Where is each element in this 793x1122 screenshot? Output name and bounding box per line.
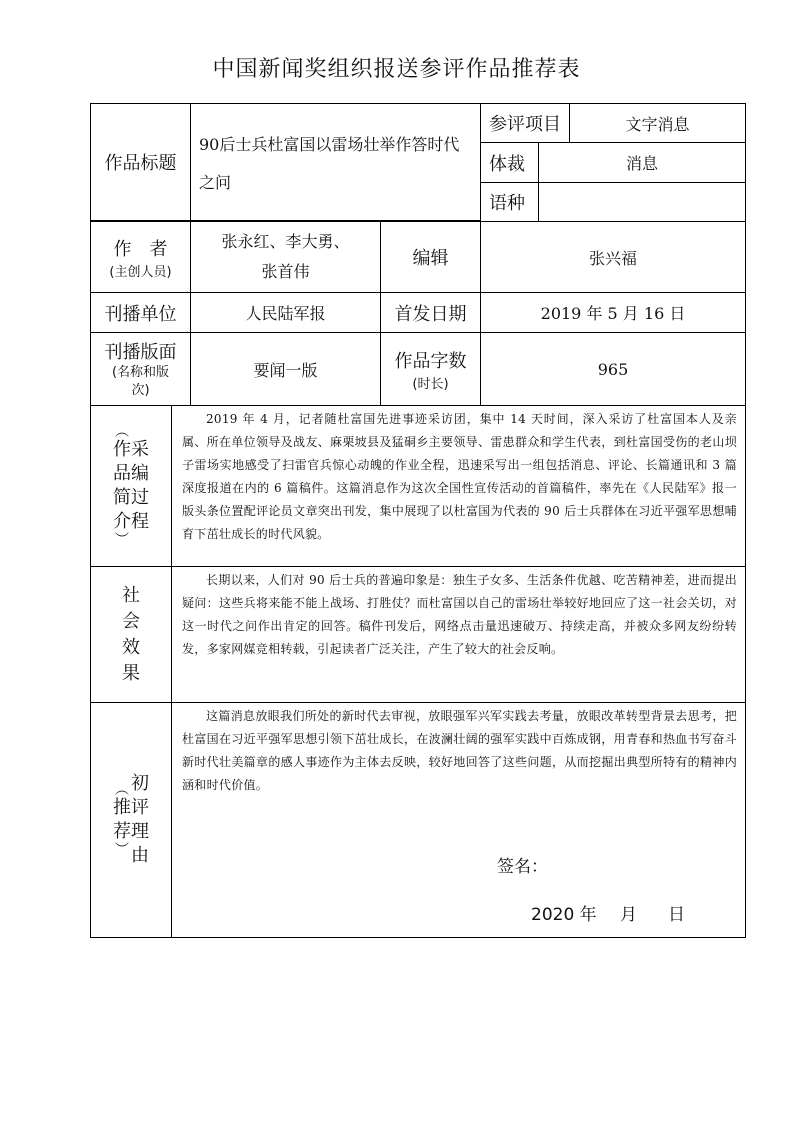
date-value: 2019 年 5 月 16 日	[540, 304, 686, 323]
paren-close: ︶	[115, 532, 129, 548]
review-text-cell	[171, 702, 746, 938]
title-value: 90后士兵杜富国以雷场壮举作答时代之问	[199, 135, 460, 192]
genre-value-cell	[538, 142, 746, 183]
sign-year: 2020 年	[531, 905, 597, 925]
editor-value-cell	[480, 221, 746, 293]
wordcount-sublabel: (时长)	[412, 376, 449, 392]
process-label: 采编过程	[131, 439, 149, 532]
effect-label-cell	[90, 566, 172, 703]
page-sublabel: (名称和版次)	[111, 365, 170, 398]
paren-open: ︵	[115, 424, 129, 440]
effect-label: 社会效果	[122, 584, 140, 684]
wordcount-value-cell	[480, 332, 746, 406]
publisher-label-cell	[90, 292, 191, 333]
date-value-cell	[480, 292, 746, 333]
sign-month: 月	[620, 905, 637, 925]
language-value-cell	[538, 182, 746, 222]
document-title: 中国新闻奖组织报送参评作品推荐表	[212, 57, 581, 82]
wordcount-value: 965	[597, 359, 629, 379]
publisher-label: 刊播单位	[104, 303, 177, 325]
editor-value: 张兴福	[588, 248, 637, 268]
genre-label-cell	[480, 142, 539, 183]
title-value-cell	[190, 103, 481, 221]
page-value-cell	[190, 332, 381, 406]
effect-text: 长期以来，人们对 90 后士兵的普遍印象是：独生子女多、生活条件优越、吃苦精神差，进而提出疑问：这些兵将来能不能上战场、打胜仗？而杜富国以自己的雷场壮举较好地回应了这一社会关切，对这一时代之问作出肯定的回答。稿件刊发后，网络点击量迅速破万、持续走高，并被众多网友纷纷转发，多家网媒竞相转载，引起读者广泛关注，产生了较大的社会反响。	[182, 573, 737, 656]
review-paren-group	[112, 784, 132, 856]
review-label-cell	[90, 702, 172, 938]
category-label-cell	[480, 103, 570, 143]
language-label-cell	[480, 182, 539, 222]
category-value-cell	[569, 103, 746, 143]
title-label: 作品标题	[104, 153, 177, 174]
editor-label-cell	[380, 221, 481, 293]
review-paren-label: 推荐	[113, 797, 131, 842]
genre-label: 体裁	[489, 153, 525, 175]
author-label-cell	[90, 221, 191, 293]
paren-open: ︵	[115, 782, 129, 798]
author-label: 作 者	[113, 238, 168, 260]
language-label: 语种	[489, 193, 525, 214]
category-value: 文字消息	[625, 114, 690, 134]
author-line-2: 张首伟	[261, 262, 310, 281]
process-paren-group	[112, 426, 132, 546]
process-label-cell	[90, 405, 172, 567]
process-text: 2019 年 4 月，记者随杜富国先进事迹采访团，集中 14 天时间，深入采访了杜富国本人及亲属、所在单位领导及战友、麻栗坡县及猛硐乡主要领导、雷患群众和学生代表，到杜富国受伤的老山坝子雷场实地感受了扫雷官兵惊心动魄的作业全程，迅速采写出一组包括消息、评论、长篇通讯和 3 篇深度报道在内的 6 篇稿件。这篇消息作为这次全国性宣传活动的首篇稿件，率先在《人民陆军》报一版头条位置配评论员文章突出刊发，集中展现了以杜富国为代表的 90 后士兵群体在习近平强军思想哺育下茁壮成长的时代风貌。	[182, 412, 737, 541]
author-sublabel: (主创人员)	[109, 264, 172, 280]
sign-day: 日	[668, 905, 685, 925]
page-value: 要闻一版	[253, 360, 318, 380]
process-paren-label: 作品简介	[113, 439, 131, 532]
author-value-cell	[190, 221, 381, 293]
review-label: 初评理由	[131, 773, 149, 866]
process-text-cell	[171, 405, 746, 567]
genre-value: 消息	[625, 154, 658, 173]
date-label-cell	[380, 292, 481, 333]
editor-label: 编辑	[412, 248, 449, 269]
page-label: 刊播版面	[104, 342, 177, 363]
category-label: 参评项目	[489, 114, 561, 135]
date-label: 首发日期	[394, 303, 467, 325]
publisher-value-cell	[190, 292, 381, 333]
publisher-value: 人民陆军报	[245, 304, 326, 323]
page-label-cell	[90, 332, 191, 406]
signature-label: 签名：	[497, 857, 548, 877]
paren-close: ︶	[115, 842, 129, 858]
wordcount-label: 作品字数	[394, 350, 467, 372]
title-label-cell	[90, 103, 191, 221]
review-text: 这篇消息放眼我们所处的新时代去审视，放眼强军兴军实践去考量，放眼改革转型背景去思考，把杜富国在习近平强军思想引领下茁壮成长，在波澜壮阔的强军实践中百炼成钢，用青春和热血书写奋斗新时代壮美篇章的感人事迹作为主体去反映，较好地回答了这些问题，从而挖掘出典型所特有的精神内涵和时代价值。	[182, 709, 737, 792]
wordcount-label-cell	[380, 332, 481, 406]
effect-text-cell	[171, 566, 746, 703]
author-line-1: 张永红、李大勇、	[221, 232, 350, 251]
